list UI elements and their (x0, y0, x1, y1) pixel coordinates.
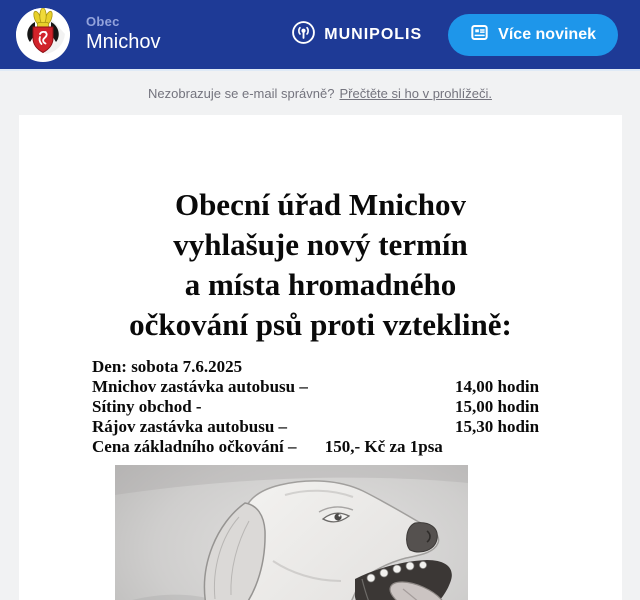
schedule-time: 14,00 hodin (455, 377, 540, 396)
headline-line-4: očkování psů proti vzteklině: (129, 307, 512, 342)
more-news-label: Více novinek (498, 25, 596, 43)
dog-drawing-image (115, 465, 468, 600)
organisation-name-block (86, 15, 160, 55)
header-bar (0, 0, 640, 71)
schedule-place-label: Mnichov zastávka autobusu – (92, 377, 308, 396)
schedule-place-label: Sítiny obchod - (92, 397, 202, 416)
schedule-row-sitiny (92, 397, 622, 417)
schedule-row-mnichov (92, 377, 622, 397)
schedule-row-rajov (92, 417, 622, 437)
announcement-card (19, 115, 622, 600)
view-in-browser-text: Nezobrazuje se e-mail správně? (148, 85, 335, 101)
view-in-browser-strip (0, 71, 640, 115)
more-news-button[interactable] (448, 14, 618, 56)
headline-line-3: a místa hromadného (184, 267, 457, 302)
schedule-time: 15,00 hodin (455, 397, 540, 416)
coat-of-arms-icon (16, 8, 70, 62)
price-row (92, 437, 622, 457)
headline-line-2: vyhlašuje nový termín (173, 227, 468, 262)
announcement-headline (19, 185, 622, 345)
brand-name: MUNIPOLIS (324, 25, 423, 43)
view-in-browser-link[interactable]: Přečtěte si ho v prohlížeči. (339, 85, 492, 101)
broadcast-icon (291, 20, 316, 50)
org-type-label: Obec (86, 13, 120, 29)
municipality-logo[interactable] (16, 8, 70, 62)
org-name: Mnichov (86, 31, 161, 54)
schedule-place-label: Rájov zastávka autobusu – (92, 417, 288, 436)
schedule-date-label: Den: sobota 7.6.2025 (92, 357, 243, 376)
schedule-time: 15,30 hodin (455, 417, 540, 436)
price-value: 150,- Kč za 1psa (324, 437, 443, 456)
headline-line-1: Obecní úřad Mnichov (174, 187, 467, 222)
price-label: Cena základního očkování – (92, 437, 297, 456)
munipolis-brand[interactable] (291, 20, 422, 50)
schedule-row-date (92, 357, 622, 377)
vaccination-schedule (92, 357, 622, 457)
newspaper-icon (470, 23, 489, 47)
